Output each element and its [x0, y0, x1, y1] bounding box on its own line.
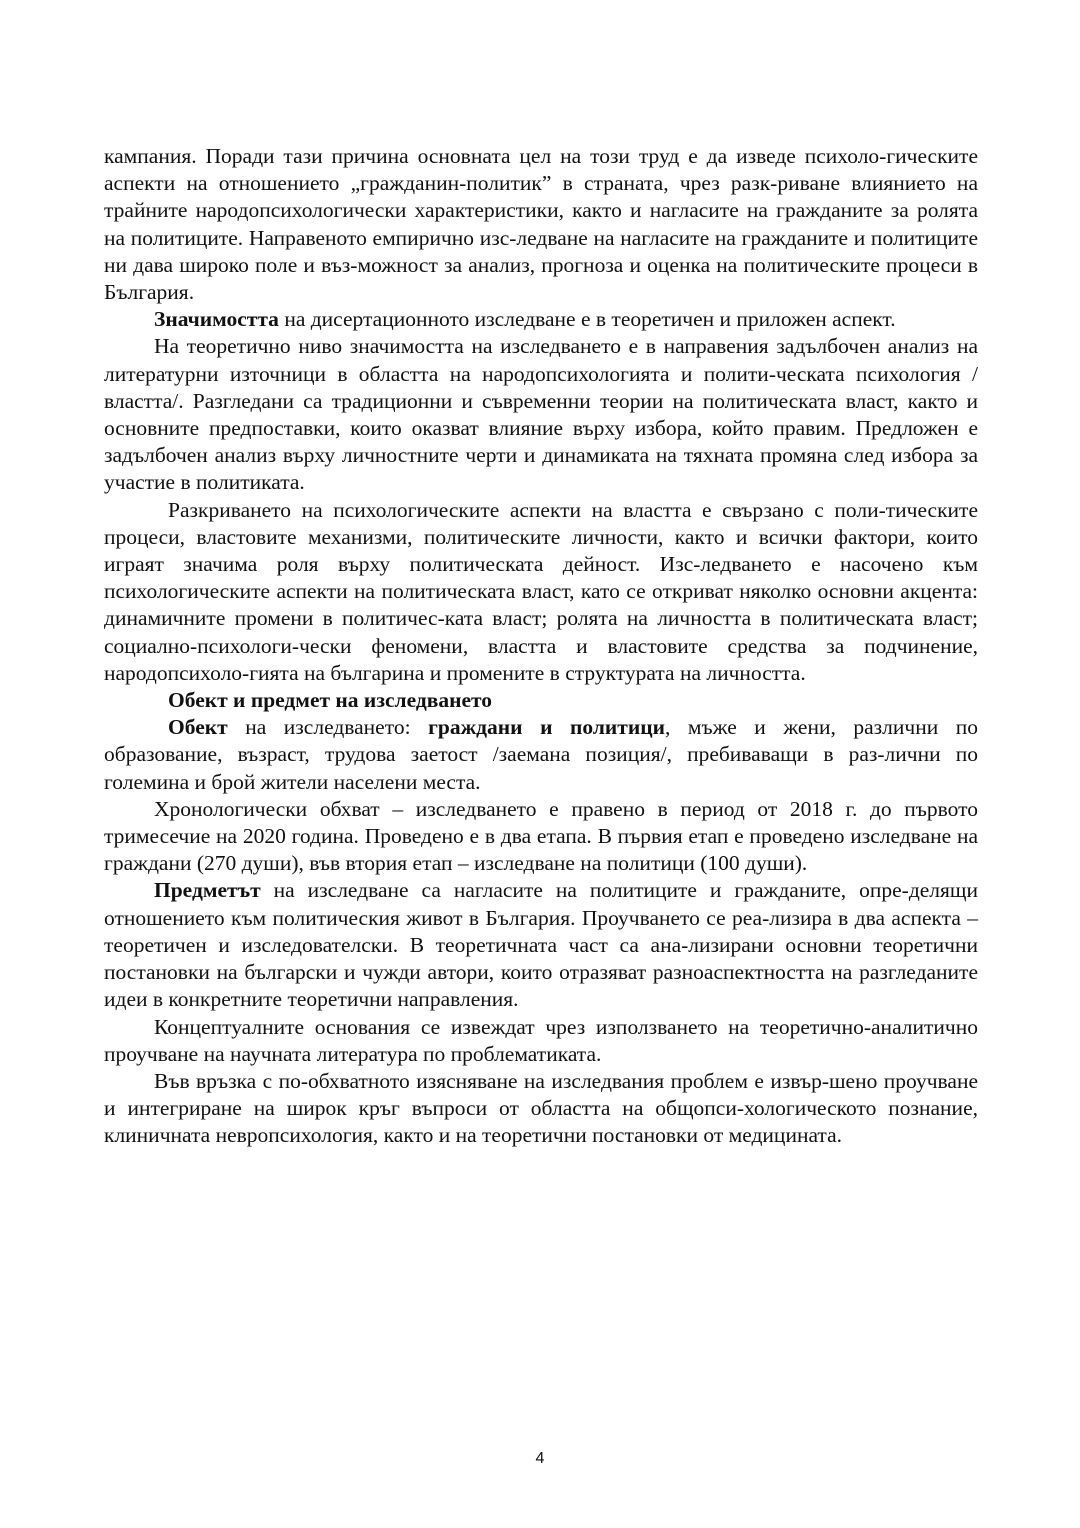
object-term: Обект: [168, 715, 228, 740]
paragraph-chronology: Хронологически обхват – изследването е правено в период от 2018 г. до първото тримесечие на 2020 година. Проведено е в два етапа. В първия етап е проведено изследване на граждани (270 души), във втория етап – изследване на политици (100 души).: [104, 796, 978, 876]
paragraph-subject: [104, 877, 978, 1013]
section-heading: Обект и предмет на изследването: [168, 688, 493, 713]
paragraph-conceptual: Концептуалните основания се извеждат чрез използването на теоретично-аналитично проучване на научната литература по проблематиката.: [104, 1014, 978, 1066]
significance-text: на дисертационното изследване е в теоретичен и приложен аспект.: [278, 307, 896, 332]
paragraph-object: [104, 714, 978, 796]
object-text-rest: , мъже и жени, различни по образование, възраст, трудова заетост /заемана позиция/, пребиваващи в раз-лични по големина и брой жители населени места.: [104, 715, 978, 794]
paragraph-integration: Във връзка с по-обхватното изясняване на изследвания проблем е извър-шено проучване и интегриране на широк кръг въпроси от областта на общопси-хологическото познание, клиничната невропсихология, както и на теоретични постановки от медицината.: [104, 1068, 978, 1148]
object-subjects: граждани и политици: [428, 715, 666, 740]
paragraph-significance: [104, 306, 978, 333]
subject-text: на изследване са нагласите на политиците и гражданите, опре-делящи отношението към политическия живот в България. Проучването се реа-лизира в два аспекта – теоретичен и изследователски. В теоретичната част са ана-лизирани основни теоретични постановки на български и чужди автори, които отразяват разноаспектността на разгледаните идеи в конкретните теоретични направления.: [104, 878, 978, 1012]
document-body: [104, 143, 978, 1150]
paragraph-campaign: кампания. Поради тази причина основната цел на този труд е да изведе психоло-гическите аспекти на отношението „гражданин-политик” в страната, чрез разк-риване влиянието на трайните народопсихологически характеристики, както и нагласите на гражданите за ролята на политиците. Направеното емпирично изс-ледване на нагласите на гражданите и политиците ни дава широко поле и въз-можност за анализ, прогноза и оценка на политическите процеси в България.: [104, 144, 978, 305]
paragraph-theoretical-level: На теоретично ниво значимостта на изследването е в направения задълбочен анализ на литературни източници в областта на народопсихологията и полити-ческата психология /властта/. Разгледани са традиционни и съвременни теории на политическата власт, както и основните предпоставки, които оказват влияние върху избора, който правим. Предложен е задълбочен анализ върху личностните черти и динамиката на тяхната промяна след избора за участие в политиката.: [104, 334, 978, 495]
paragraph-psychological-aspects: Разкриването на психологическите аспекти на властта е свързано с поли-тическите процеси, властовите механизми, политическите личности, както и всички фактори, които играят значима роля върху политическата дейност. Изс-ледването е насочено към психологическите аспекти на политическата власт, като се откриват няколко основни акцента: динамичните промени в политичес-ката власт; ролята на личността в политическата власт; социално-психологи-чески феномени, властта и властовите средства за подчинение, народопсихоло-гията на българина и промените в структурата на личността.: [104, 497, 978, 685]
object-text-mid: на изследването:: [227, 715, 429, 740]
subject-term: Предметът: [154, 878, 261, 903]
page-number: 4: [535, 1450, 545, 1467]
significance-term: Значимостта: [154, 307, 279, 332]
